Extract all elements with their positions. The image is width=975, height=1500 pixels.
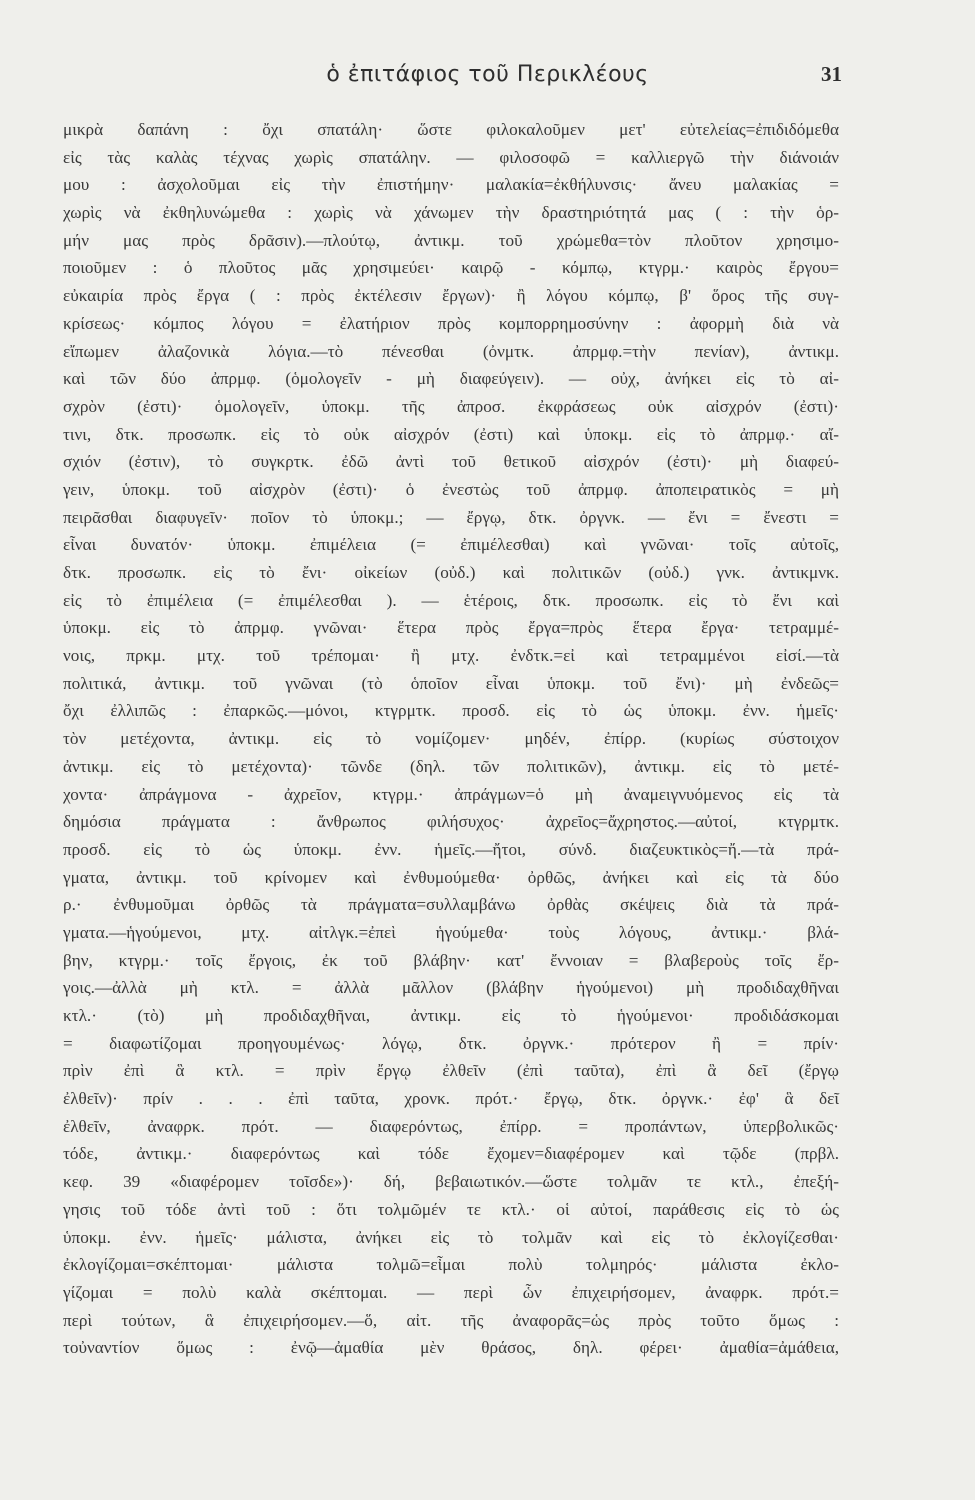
text-line: εἰς τὰς καλὰς τέχνας χωρὶς σπατάλην. — φιλοσοφῶ = καλλιεργῶ τὴν διάνοιάν — [63, 147, 839, 167]
text-line: = διαφωτίζομαι προηγουμένως· λόγῳ, δτκ. ὀργνκ.· πρότερον ἢ = πρίν· — [63, 1033, 839, 1053]
text-line: χωρὶς νὰ ἐκθηλυνώμεθα : χωρὶς νὰ χάνωμεν τὴν δραστηριότητά μας ( : τὴν ὁρ- — [63, 203, 839, 223]
text-line: γοις.—ἀλλὰ μὴ κτλ. = ἀλλὰ μᾶλλον (βλάβην ἡγούμενοι) μὴ προδιδαχθῆναι — [63, 978, 839, 998]
text-line: πρὶν ἐπὶ ἃ κτλ. = πρὶν ἔργῳ ἐλθεῖν (ἐπὶ ταῦτα), ἐπὶ ἃ δεῖ (ἔργῳ — [63, 1061, 839, 1081]
text-line: κρίσεως· κόμπος λόγου = ἐλατήριον πρὸς κομπορρημοσύνην : ἀφορμὴ διὰ νὰ — [63, 313, 839, 333]
body-text — [63, 116, 839, 1362]
text-line: ὄχι ἐλλιπῶς : ἐπαρκῶς.—μόνοι, κτγρμτκ. προσδ. εἰς τὸ ὡς ὑποκμ. ἐνν. ἡμεῖς· — [63, 701, 839, 721]
page-header — [0, 62, 975, 92]
text-line: ἀντικμ. εἰς τὸ μετέχοντα)· τῶνδε (δηλ. τῶν πολιτικῶν), ἀντικμ. εἰς τὸ μετέ- — [63, 756, 839, 776]
text-line: τόδε, ἀντικμ.· διαφερόντως καὶ τόδε ἔχομεν=διαφέρομεν καὶ τῷδε (πρβλ. — [63, 1144, 839, 1164]
text-line: εἴπωμεν ἀλαζονικὰ λόγια.—τὸ πένεσθαι (ὀνμτκ. ἀπρμφ.=τὴν πενίαν), ἀντικμ. — [63, 341, 839, 361]
page-number: 31 — [821, 62, 842, 86]
text-line: ἐκλογίζομαι=σκέπτομαι· μάλιστα τολμῶ=εἶμαι πολὺ τολμηρός· μάλιστα ἐκλο- — [63, 1255, 839, 1275]
text-line: γίζομαι = πολὺ καλὰ σκέπτομαι. — περὶ ὧν ἐπιχειρήσομεν, ἀναφρκ. πρότ.= — [63, 1282, 839, 1302]
text-line: ρ.· ἐνθυμοῦμαι ὀρθῶς τὰ πράγματα=συλλαμβάνω ὀρθὰς σκέψεις διὰ τὰ πρά- — [63, 895, 839, 915]
text-line: ἐλθεῖν)· πρίν . . . ἐπὶ ταῦτα, χρονκ. πρότ.· ἔργῳ, δτκ. ὀργνκ.· ἐφ' ἃ δεῖ — [63, 1089, 839, 1109]
text-line: γματα, ἀντικμ. τοῦ κρίνομεν καὶ ἐνθυμούμεθα· ὀρθῶς, ἀνήκει καὶ εἰς τὰ δύο — [63, 867, 839, 887]
text-line: εἰς τὸ ἐπιμέλεια (= ἐπιμέλεσθαι ). — ἑτέροις, δτκ. προσωπκ. εἰς τὸ ἔνι καὶ — [63, 590, 839, 610]
text-line: τὸν μετέχοντα, ἀντικμ. εἰς τὸ νομίζομεν· μηδέν, ἐπίρρ. (κυρίως σύστοιχον — [63, 729, 839, 749]
text-line: τινι, δτκ. προσωπκ. εἰς τὸ οὐκ αἰσχρόν (ἐστι) καὶ ὑποκμ. εἰς τὸ ἀπρμφ.· αἴ- — [63, 424, 839, 444]
text-line: καὶ τῶν δύο ἀπρμφ. (ὁμολογεῖν - μὴ διαφεύγειν). — οὐχ, ἀνήκει εἰς τὸ αἰ- — [63, 369, 839, 389]
text-line: κτλ.· (τὸ) μὴ προδιδαχθῆναι, ἀντικμ. εἰς τὸ ἡγούμενοι· προδιδάσκομαι — [63, 1006, 839, 1025]
text-line: ἐλθεῖν, ἀναφρκ. πρότ. — διαφερόντως, ἐπίρρ. = προπάντων, ὑπερβολικῶς· — [63, 1116, 839, 1136]
text-line: εὐκαιρία πρὸς ἔργα ( : πρὸς ἐκτέλεσιν ἔργων)· ἢ λόγου κόμπῳ, β' ὅρος τῆς συγ- — [63, 286, 839, 306]
text-line: ὑποκμ. ἐνν. ἡμεῖς· μάλιστα, ἀνήκει εἰς τὸ τολμᾶν καὶ εἰς τὸ ἐκλογίζεσθαι· — [63, 1227, 839, 1247]
text-line: γματα.—ἡγούμενοι, μτχ. αἰτλγκ.=ἐπεὶ ἡγούμεθα· τοὺς λόγους, ἀντικμ.· βλά- — [63, 922, 839, 942]
text-line: βην, κτγρμ.· τοῖς ἔργοις, ἐκ τοῦ βλάβην· κατ' ἔννοιαν = βλαβεροὺς τοῖς ἔρ- — [63, 950, 839, 970]
text-line: ποιοῦμεν : ὁ πλοῦτος μᾶς χρησιμεύει· καιρῷ - κόμπῳ, κτγρμ.· καιρὸς ἔργου= — [63, 258, 839, 278]
text-line: δτκ. προσωπκ. εἰς τὸ ἔνι· οἰκείων (οὐδ.) καὶ πολιτικῶν (οὐδ.) γνκ. ἀντικμνκ. — [63, 563, 839, 582]
text-line: σχιόν (ἐστιν), τὸ συγκρτκ. ἐδῶ ἀντὶ τοῦ θετικοῦ αἰσχρόν (ἐστι)· μὴ διαφεύ- — [63, 452, 839, 472]
text-line: περὶ τούτων, ἃ ἐπιχειρήσομεν.—ὅ, αἰτ. τῆς ἀναφορᾶς=ὡς πρὸς τοῦτο ὅμως : — [63, 1310, 839, 1330]
running-title: ὁ ἐπιτάφιος τοῦ Περικλέους — [326, 62, 649, 87]
text-line: νοις, πρκμ. μτχ. τοῦ τρέπομαι· ἢ μτχ. ἐνδτκ.=εἰ καὶ τετραμμένοι εἰσί.—τὰ — [63, 646, 839, 666]
text-line: μου : ἀσχολοῦμαι εἰς τὴν ἐπιστήμην· μαλακία=ἐκθήλυνσις· ἄνευ μαλακίας = — [63, 175, 839, 195]
text-line: κεφ. 39 «διαφέρομεν τοῖσδε»)· δή, βεβαιωτικόν.—ὥστε τολμᾶν τε κτλ., ἐπεξή- — [63, 1172, 839, 1192]
text-line: ὑποκμ. εἰς τὸ ἀπρμφ. γνῶναι· ἕτερα πρὸς ἔργα=πρὸς ἕτερα ἔργα· τετραμμέ- — [63, 618, 839, 638]
text-line: γειν, ὑποκμ. τοῦ αἰσχρὸν (ἐστι)· ὁ ἐνεστὼς τοῦ ἀπρμφ. ἀποπειρατικὸς = μὴ — [63, 479, 839, 499]
text-line: μικρὰ δαπάνη : ὄχι σπατάλη· ὥστε φιλοκαλοῦμεν μετ' εὐτελείας=ἐπιδιδόμεθα — [63, 120, 839, 139]
text-line: τοὐναντίον ὅμως : ἐνῷ—ἀμαθία μὲν θράσος, δηλ. φέρει· ἀμαθία=ἀμάθεια, — [63, 1338, 839, 1358]
text-line: μήν μας πρὸς δρᾶσιν).—πλούτῳ, ἀντικμ. τοῦ χρώμεθα=τὸν πλοῦτον χρησιμο- — [63, 230, 839, 250]
text-line: γησις τοῦ τόδε ἀντὶ τοῦ : ὅτι τολμῶμέν τε κτλ.· οἱ αὐτοί, παράθεσις εἰς τὸ ὡς — [63, 1199, 839, 1219]
text-line: δημόσια πράγματα : ἄνθρωπος φιλήσυχος· ἀχρεῖος=ἄχρηστος.—αὐτοί, κτγρμτκ. — [63, 812, 839, 832]
text-line: χοντα· ἀπράγμονα - ἀχρεῖον, κτγρμ.· ἀπράγμων=ὁ μὴ ἀναμειγνυόμενος εἰς τὰ — [63, 784, 839, 804]
text-line: σχρὸν (ἐστι)· ὁμολογεῖν, ὑποκμ. τῆς ἀπροσ. ἐκφράσεως οὐκ αἰσχρόν (ἐστι)· — [63, 396, 839, 416]
text-line: προσδ. εἰς τὸ ὡς ὑποκμ. ἐνν. ἡμεῖς.—ἤτοι, σύνδ. διαζευκτικὸς=ἤ.—τὰ πρά- — [63, 839, 839, 859]
text-line: πολιτικά, ἀντικμ. τοῦ γνῶναι (τὸ ὁποῖον εἶναι ὑποκμ. τοῦ ἔνι)· μὴ ἐνδεῶς= — [63, 673, 839, 693]
text-line: πειρᾶσθαι διαφυγεῖν· ποῖον τὸ ὑποκμ.; — ἔργῳ, δτκ. ὀργνκ. — ἔνι = ἔνεστι = — [63, 507, 839, 527]
text-line: εἶναι δυνατόν· ὑποκμ. ἐπιμέλεια (= ἐπιμέλεσθαι) καὶ γνῶναι· τοῖς αὐτοῖς, — [63, 535, 839, 555]
